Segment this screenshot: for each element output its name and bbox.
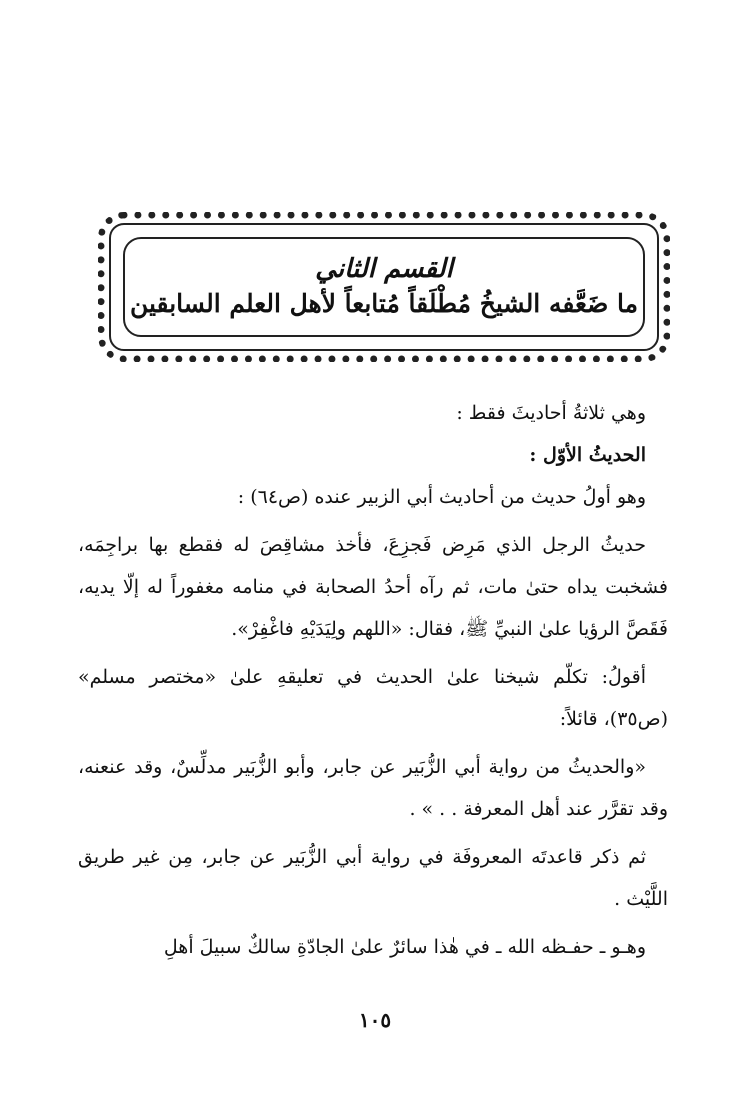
- paragraph: ثم ذكر قاعدتَه المعروفَة في رواية أبي الزُّبَير عن جابر، مِن غير طريق اللَّيْث .: [78, 846, 668, 910]
- paragraph: وهي ثلاثةُ أحاديثَ فقط :: [456, 402, 646, 424]
- section-heading-frame: [98, 212, 670, 362]
- page-number: ١٠٥: [358, 1008, 392, 1032]
- section-heading-inner: [123, 237, 645, 337]
- body-text: [78, 392, 668, 968]
- hadith-heading: الحديثُ الأوّل :: [529, 444, 646, 466]
- paragraph: أقولُ: تكلّم شيخنا علىٰ الحديث في تعليقهِ علىٰ «مختصر مسلم» (ص٣٥)، قائلاً:: [78, 666, 668, 730]
- paragraph: حديثُ الرجل الذي مَرِض فَجزِعَ، فأخذ مشاقِصَ له فقطع بها براجِمَه، فشخبت يداه حتىٰ مات، ثم رآه أحدُ الصحابة في منامه مغفوراً له إلّا يديه، فَقَصَّ الرؤيا علىٰ النبيِّ ﷺ، فقال: «اللهم ولِيَدَيْهِ فاغْفِرْ».: [78, 534, 668, 640]
- section-title: القسم الثاني: [315, 253, 453, 284]
- quote-paragraph: «والحديثُ من رواية أبي الزُّبَير عن جابر، وأبو الزُّبَير مدلِّسٌ، وقد عنعنه، وقد تقرَّر عند أهل المعرفة . . » .: [78, 756, 668, 820]
- paragraph: وهو أولُ حديث من أحاديث أبي الزبير عنده (ص٦٤) :: [237, 486, 646, 508]
- paragraph: وهـو ـ حفـظه الله ـ في هٰذا سائرٌ علىٰ الجادّةِ سالكٌ سبيلَ أهلِ: [163, 936, 646, 958]
- section-subtitle: ما ضَعَّفه الشيخُ مُطْلَقاً مُتابعاً لأهل العلم السابقين: [129, 289, 639, 319]
